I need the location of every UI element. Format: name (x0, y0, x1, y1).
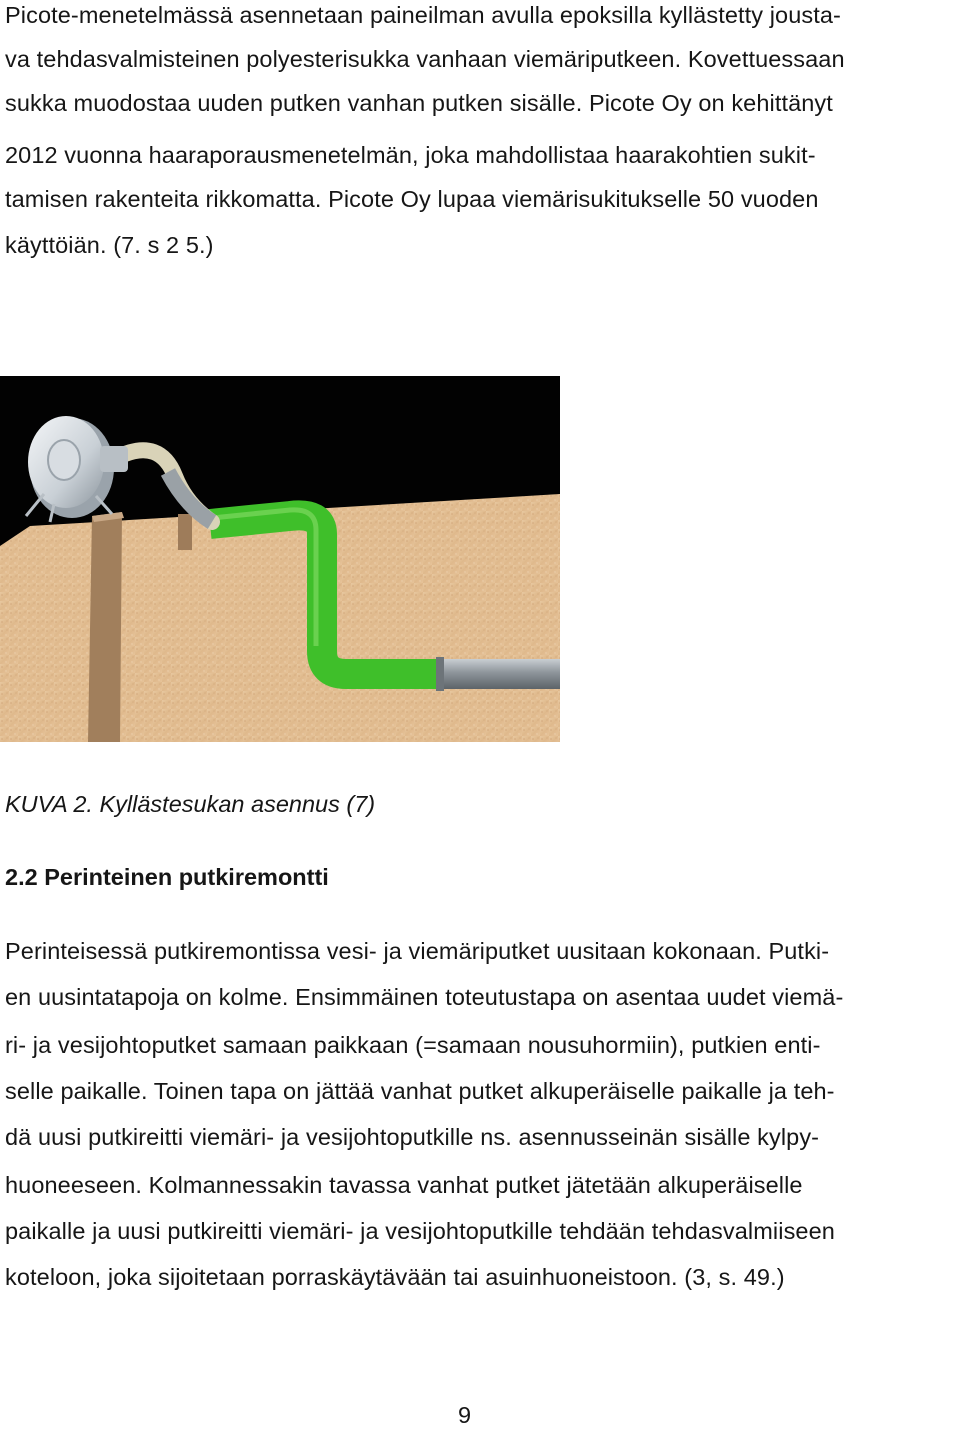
paragraph-2-line: en uusintatapoja on kolme. Ensimmäinen toteutustapa on asentaa uudet viemä- (5, 984, 844, 1010)
figure-pipe-relining-illustration (0, 376, 560, 742)
paragraph-1-line: sukka muodostaa uuden putken vanhan putken sisälle. Picote Oy on kehittänyt (5, 90, 833, 116)
paragraph-2-line: huoneeseen. Kolmannessakin tavassa vanhat putket jätetään alkuperäiselle (5, 1172, 803, 1198)
section-heading: 2.2 Perinteinen putkiremontti (5, 864, 329, 890)
paragraph-2-line: ri- ja vesijohtoputket samaan paikkaan (=samaan nousuhormiin), putkien enti- (5, 1032, 821, 1058)
wooden-post (178, 514, 192, 550)
old-pipe (440, 659, 560, 689)
paragraph-1-line: käyttöiän. (7. s 2 5.) (5, 232, 214, 258)
paragraph-2-line: Perinteisessä putkiremontissa vesi- ja viemäriputket uusitaan kokonaan. Putki- (5, 938, 830, 964)
paragraph-2-line: selle paikalle. Toinen tapa on jättää vanhat putket alkuperäiselle paikalle ja teh- (5, 1078, 835, 1104)
paragraph-2-line: paikalle ja uusi putkireitti viemäri- ja vesijohtoputkille tehdään tehdasvalmiiseen (5, 1218, 835, 1244)
wooden-post (88, 512, 122, 742)
figure-caption: KUVA 2. Kyllästesukan asennus (7) (5, 791, 376, 817)
paragraph-2-line: koteloon, joka sijoitetaan porraskäytävään tai asuinhuoneistoon. (3, s. 49.) (5, 1264, 785, 1290)
paragraph-2-line: dä uusi putkireitti viemäri- ja vesijohtoputkille ns. asennusseinän sisälle kylpy- (5, 1124, 820, 1150)
paragraph-1-line: Picote-menetelmässä asennetaan paineilman avulla epoksilla kyllästetty jousta- (5, 2, 841, 28)
paragraph-1-line: 2012 vuonna haaraporausmenetelmän, joka mahdollistaa haarakohtien sukit- (5, 142, 816, 168)
paragraph-1-line: tamisen rakenteita rikkomatta. Picote Oy lupaa viemärisukitukselle 50 vuoden (5, 186, 819, 212)
page-number: 9 (458, 1402, 472, 1428)
paragraph-1-line: va tehdasvalmisteinen polyesterisukka vanhaan viemäriputkeen. Kovettuessaan (5, 46, 845, 72)
